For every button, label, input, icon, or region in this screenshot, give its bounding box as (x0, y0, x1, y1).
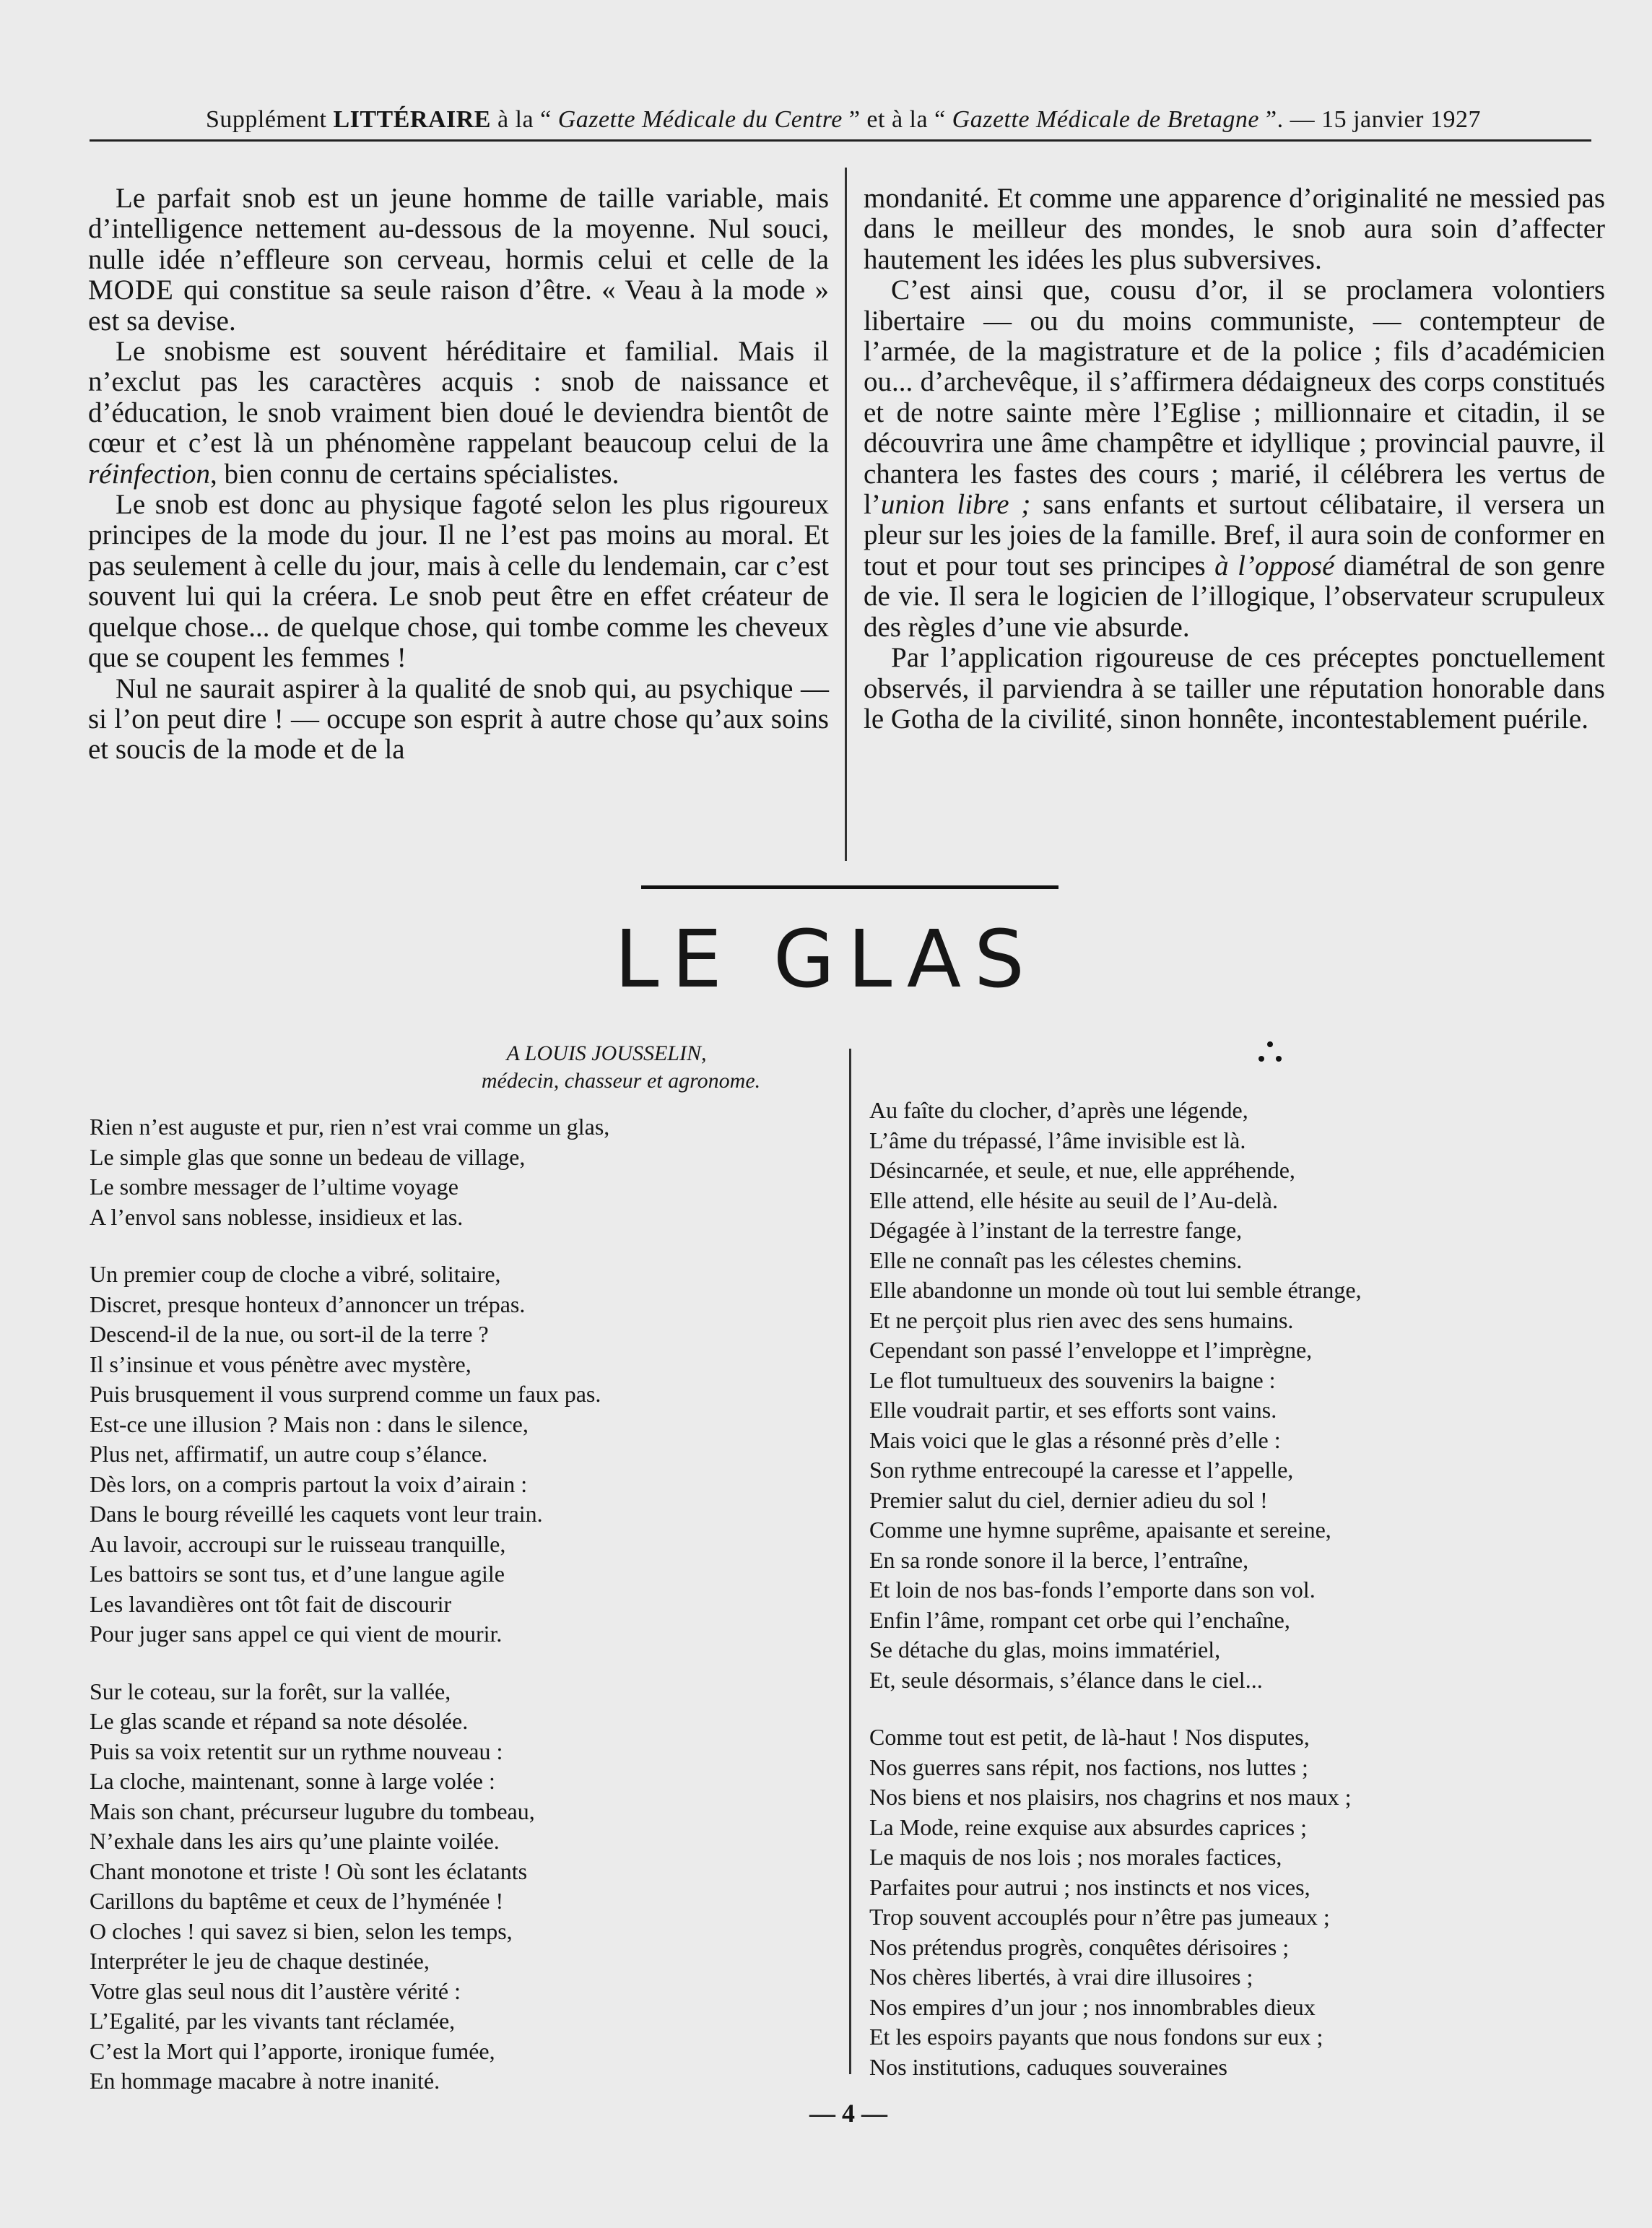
verse-line: Le simple glas que sonne un bedeau de village, (90, 1143, 526, 1170)
poem-dedication (404, 1040, 809, 1095)
verse-line: Nos prétendus progrès, conquêtes dérisoires ; (869, 1933, 1290, 1960)
header-supplement-label: LITTÉRAIRE (333, 106, 491, 133)
verse-line: N’exhale dans les airs qu’une plainte voilée. (90, 1828, 500, 1854)
verse-line: Elle ne connaît pas les célestes chemins. (869, 1247, 1243, 1273)
verse-line: Nos chères libertés, à vrai dire illusoires ; (869, 1964, 1253, 1990)
verse-line: Désincarnée, et seule, et nue, elle appréhende, (869, 1157, 1295, 1183)
article-paragraph (88, 337, 829, 490)
article-left-column (88, 183, 829, 766)
verse-line: Et loin de nos bas-fonds l’emporte dans son vol. (869, 1577, 1316, 1603)
header-text-5: ” et à la “ (842, 106, 952, 133)
verse-line: Discret, presque honteux d’annoncer un trépas. (90, 1291, 526, 1317)
stanza-gap (869, 1695, 1362, 1722)
header-date: ”. — 15 janvier 1927 (1258, 106, 1481, 133)
article-paragraph: Le snob est donc au physique fagoté selon les plus rigoureux principes de la mode du jour. Il ne l’est pas moins au moral. Et pas seulement à celle du jour, mais à celle du lendemain, car c’est souvent lui qui la créera. Le snob peut être en effet créateur de quelque chose... de quelque chose, qui tombe comme les cheveux que se coupent les femmes ! (88, 489, 829, 674)
page-number: — 4 — (809, 2099, 887, 2128)
verse-line: Et les espoirs payants que nous fondons sur eux ; (869, 2024, 1323, 2050)
verse-line: L’Egalité, par les vivants tant réclamée, (90, 2008, 456, 2034)
verse-line: O cloches ! qui savez si bien, selon les temps, (90, 1917, 513, 1944)
verse-line: Il s’insinue et vous pénètre avec mystère, (90, 1351, 471, 1377)
verse-line: Les lavandières ont tôt fait de discourir (90, 1590, 452, 1617)
verse-line: Nos empires d’un jour ; nos innombrables dieux (869, 1993, 1316, 2020)
verse-line: A l’envol sans noblesse, insidieux et las. (90, 1203, 464, 1230)
title-rule (641, 885, 1058, 889)
verse-line: Son rythme entrecoupé la caresse et l’appelle, (869, 1457, 1294, 1483)
verse-line: La cloche, maintenant, sonne à large volée : (90, 1768, 495, 1794)
verse-line: Et ne perçoit plus rien avec des sens humains. (869, 1306, 1294, 1333)
header-journal-bretagne: Gazette Médicale de Bretagne (952, 106, 1259, 133)
verse-line: C’est la Mort qui l’apporte, ironique fumée, (90, 2037, 495, 2064)
stanza-gap (90, 1650, 609, 1677)
verse-line: Trop souvent accouplés pour n’être pas jumeaux ; (869, 1904, 1330, 1930)
verse-line: Puis sa voix retentit sur un rythme nouveau : (90, 1738, 503, 1764)
stanza (90, 1260, 609, 1650)
verse-line: Un premier coup de cloche a vibré, solitaire, (90, 1261, 501, 1287)
stanza (90, 1677, 609, 2097)
verse-line: Sur le coteau, sur la forêt, sur la vallée, (90, 1678, 451, 1704)
stanza (869, 1096, 1362, 1695)
verse-line: Elle attend, elle hésite au seuil de l’Au-delà. (869, 1187, 1278, 1213)
verse-line: Nos guerres sans répit, nos factions, nos luttes ; (869, 1754, 1308, 1780)
verse-line: Le flot tumultueux des souvenirs la baigne : (869, 1366, 1276, 1393)
verse-line: Descend-il de la nue, ou sort-il de la terre ? (90, 1321, 489, 1347)
verse-line: Cependant son passé l’enveloppe et l’imprègne, (869, 1337, 1313, 1363)
verse-line: Le glas scande et répand sa note désolée. (90, 1708, 469, 1734)
verse-line: Votre glas seul nous dit l’austère vérité : (90, 1977, 461, 2004)
poem-column-divider (849, 1049, 851, 2074)
header-text-1: Supplément (206, 106, 334, 133)
verse-line: La Mode, reine exquise aux absurdes caprices ; (869, 1813, 1307, 1840)
dedication-line-1: A LOUIS JOUSSELIN, (506, 1041, 707, 1065)
verse-line: Et, seule désormais, s’élance dans le ciel... (869, 1666, 1263, 1693)
verse-line: Pour juger sans appel ce qui vient de mourir. (90, 1621, 503, 1647)
poem-left-column (90, 1112, 609, 2097)
header-rule (90, 139, 1591, 142)
verse-line: Elle abandonne un monde où tout lui semble étrange, (869, 1277, 1362, 1303)
verse-line: En hommage macabre à notre inanité. (90, 2068, 440, 2094)
verse-line: Rien n’est auguste et pur, rien n’est vrai comme un glas, (90, 1114, 610, 1140)
asterism-icon (1253, 1040, 1289, 1076)
verse-line: Le sombre messager de l’ultime voyage (90, 1174, 458, 1200)
verse-line: Au faîte du clocher, d’après une légende, (869, 1097, 1248, 1123)
verse-line: Interpréter le jeu de chaque destinée, (90, 1948, 430, 1974)
verse-line: Dégagée à l’instant de la terrestre fange, (869, 1217, 1243, 1243)
stanza-gap (90, 1232, 609, 1260)
verse-line: Enfin l’âme, rompant cet orbe qui l’enchaîne, (869, 1606, 1290, 1633)
article-text: sans enfants et surtout célibataire, il versera un pleur sur les joies de la famille. Bref, il aura soin de conformer en tout et pour tout ses principes (864, 489, 1605, 581)
article-text: qui constitue sa seule raison d’être. « Veau à la mode » est sa devise. (88, 274, 829, 337)
stanza (869, 1722, 1362, 2082)
verse-line: En sa ronde sonore il la berce, l’entraîne, (869, 1546, 1249, 1573)
article-text: , bien connu de certains spécialistes. (209, 458, 620, 490)
poem-right-column (869, 1096, 1362, 2082)
stanza (90, 1112, 609, 1232)
article-paragraph: mondanité. Et comme une apparence d’originalité ne messied pas dans le meilleur des mondes, le snob aura soin d’affecter hautement les idées les plus subversives. (864, 183, 1605, 275)
article-text-italic: à l’opposé (1214, 550, 1335, 581)
article-text-italic: union libre ; (880, 489, 1031, 521)
article-text-italic: réinfection (88, 458, 210, 490)
article-column-divider (845, 168, 847, 861)
running-header (92, 105, 1594, 134)
verse-line: Mais son chant, précurseur lugubre du tombeau, (90, 1798, 535, 1824)
verse-line: Est-ce une illusion ? Mais non : dans le silence, (90, 1410, 529, 1437)
verse-line: Comme une hymne suprême, apaisante et sereine, (869, 1517, 1331, 1543)
article-text: Le snobisme est souvent héréditaire et familial. Mais il n’exclut pas les caractères acquis : snob de naissance et d’éducation, le snob vraiment bien doué le deviendra bientôt de cœur et c’est là un phénomène rappelant beaucoup celui de la (88, 336, 829, 459)
verse-line: Elle voudrait partir, et ses efforts sont vains. (869, 1397, 1277, 1423)
verse-line: Mais voici que le glas a résonné près d’elle : (869, 1426, 1281, 1453)
header-text-3: à la “ (490, 106, 558, 133)
verse-line: Au lavoir, accroupi sur le ruisseau tranquille, (90, 1530, 506, 1557)
verse-line: L’âme du trépassé, l’âme invisible est là. (869, 1127, 1246, 1153)
verse-line: Puis brusquement il vous surprend comme un faux pas. (90, 1381, 601, 1407)
article-paragraph (88, 183, 829, 337)
article-right-column (864, 183, 1605, 734)
header-journal-centre: Gazette Médicale du Centre (557, 106, 843, 133)
verse-line: Dans le bourg réveillé les caquets vont leur train. (90, 1501, 543, 1527)
article-text: C’est ainsi que, cousu d’or, il se proclamera volontiers libertaire — ou du moins communiste, — contempteur de l’armée, de la magistrature et de la police ; fils d’académicien ou... d’archevêque, il s’affirmera dédaigneux des corps constitués et de notre sainte mère l’Eglise ; millionnaire et citadin, il se découvrira une âme champêtre et idyllique ; provincial pauvre, il chantera les fastes des cours ; marié, il célébrera les vertus de l’ (864, 274, 1605, 521)
article-paragraph (864, 275, 1605, 643)
verse-line: Plus net, affirmatif, un autre coup s’élance. (90, 1441, 488, 1467)
verse-line: Premier salut du ciel, dernier adieu du sol ! (869, 1486, 1268, 1513)
poem-title: LE GLAS (614, 913, 1038, 1005)
article-paragraph: Par l’application rigoureuse de ces préceptes ponctuellement observés, il parviendra à se tailler une réputation honorable dans le Gotha de la civilité, sinon honnête, incontestablement puérile. (864, 642, 1605, 734)
verse-line: Nos biens et nos plaisirs, nos chagrins et nos maux ; (869, 1784, 1352, 1810)
verse-line: Le maquis de nos lois ; nos morales factices, (869, 1844, 1282, 1870)
verse-line: Parfaites pour autrui ; nos instincts et nos vices, (869, 1873, 1310, 1900)
dedication-line-2: médecin, chasseur et agronome. (481, 1069, 761, 1093)
verse-line: Les battoirs se sont tus, et d’une langue agile (90, 1561, 505, 1587)
article-text: Le parfait snob est un jeune homme de taille variable, mais d’intelligence nettement au-dessous de la moyenne. Nul souci, nulle idée n’effleure son cerveau, hormis celui et celle de la (88, 183, 829, 275)
verse-line: Se détache du glas, moins immatériel, (869, 1637, 1221, 1663)
article-paragraph: Nul ne saurait aspirer à la qualité de snob qui, au psychique — si l’on peut dire ! — occupe son esprit à autre chose qu’aux soins et soucis de la mode et de la (88, 672, 829, 766)
verse-line: Comme tout est petit, de là-haut ! Nos disputes, (869, 1724, 1310, 1750)
verse-line: Nos institutions, caduques souveraines (869, 2053, 1227, 2080)
verse-line: Carillons du baptême et ceux de l’hyménée ! (90, 1888, 504, 1914)
verse-line: Chant monotone et triste ! Où sont les éclatants (90, 1858, 528, 1884)
verse-line: Dès lors, on a compris partout la voix d’airain : (90, 1470, 528, 1497)
article-text: diamétral de son genre de vie. Il sera le logicien de l’illogique, l’observateur scrupuleux des règles d’une vie absurde. (864, 550, 1605, 643)
article-text-smallcaps: MODE (88, 274, 174, 306)
